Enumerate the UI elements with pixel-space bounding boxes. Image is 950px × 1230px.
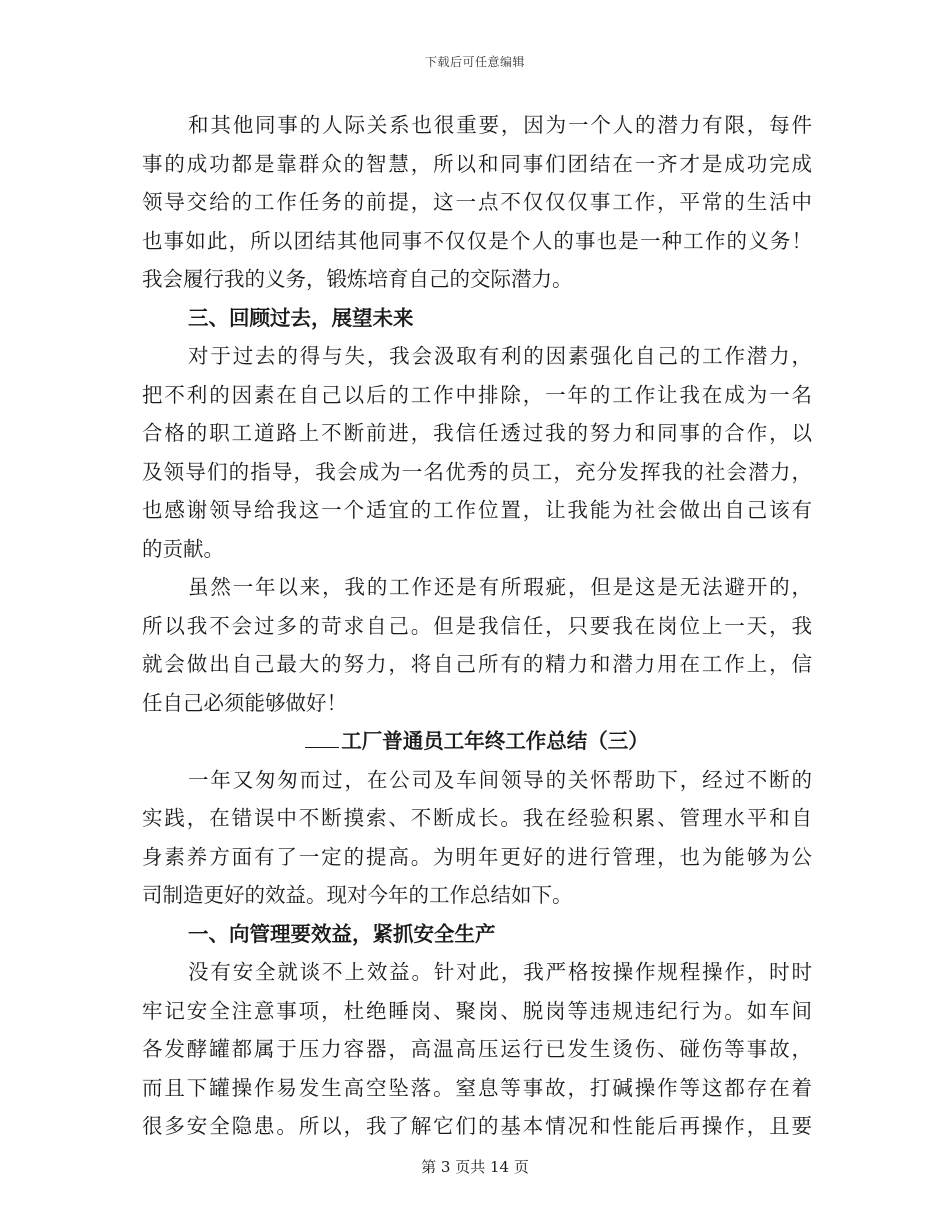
section-heading: 三、回顾过去，展望未来: [188, 305, 414, 330]
paragraph-line: 及领导们的指导，我会成为一名优秀的员工，充分发挥我的社会潜力，: [142, 459, 812, 484]
paragraph-line: 身素养方面有了一定的提高。为明年更好的进行管理，也为能够为公: [142, 844, 812, 869]
page-header: 下载后可任意编辑: [424, 55, 525, 69]
document-title: [142, 722, 812, 761]
paragraph-line: 也感谢领导给我这一个适宜的工作位置，让我能为社会做出自己该有: [142, 498, 812, 522]
paragraph-line: 任自己必须能够做好！: [142, 690, 347, 715]
paragraph-line: 一年又匆匆而过，在公司及车间领导的关怀帮助下，经过不断的: [188, 767, 812, 792]
paragraph-line: 就会做出自己最大的努力，将自己所有的精力和潜力用在工作上，信: [142, 652, 812, 676]
title-text: 工厂普通员工年终工作总结（三）: [341, 729, 649, 753]
paragraph-line: 而且下罐操作易发生高空坠落。窒息等事故，打碱操作等这都存在着: [142, 1075, 812, 1100]
paragraph-line: 事的成功都是靠群众的智慧，所以和同事们团结在一齐才是成功完成: [142, 151, 812, 176]
section-heading: 一、向管理要效益，紧抓安全生产: [188, 921, 496, 946]
paragraph-line: 所以我不会过多的苛求自己。但是我信任，只要我在岗位上一天，我: [142, 613, 812, 638]
title-blank-underline: [305, 723, 339, 748]
paragraph-line: 合格的职工道路上不断前进，我信任透过我的努力和同事的合作，以: [142, 421, 812, 445]
paragraph-line: 牢记安全注意事项，杜绝睡岗、聚岗、脱岗等违规违纪行为。如车间: [142, 998, 812, 1023]
page-footer: 第 3 页共 14 页: [421, 1158, 529, 1176]
paragraph-line: 对于过去的得与失，我会汲取有利的因素强化自己的工作潜力，: [188, 344, 812, 368]
document-body: [142, 106, 812, 1146]
paragraph-line: 和其他同事的人际关系也很重要，因为一个人的潜力有限，每件: [188, 113, 812, 137]
paragraph-line: 很多安全隐患。所以，我了解它们的基本情况和性能后再操作，且要: [142, 1114, 812, 1138]
paragraph-line: 把不利的因素在自己以后的工作中排除，一年的工作让我在成为一名: [142, 382, 812, 407]
paragraph-line: 也事如此，所以团结其他同事不仅仅是个人的事也是一种工作的义务！: [142, 228, 812, 253]
paragraph-line: 领导交给的工作任务的前提，这一点不仅仅仅事工作，平常的生活中: [142, 190, 812, 214]
paragraph-line: 我会履行我的义务，锻炼培育自己的交际潜力。: [142, 267, 573, 291]
paragraph-line: 没有安全就谈不上效益。针对此，我严格按操作规程操作，时时: [188, 960, 812, 984]
paragraph-line: 司制造更好的效益。现对今年的工作总结如下。: [142, 883, 573, 907]
paragraph-line: 虽然一年以来，我的工作还是有所瑕疵，但是这是无法避开的，: [188, 575, 812, 599]
paragraph-line: 各发酵罐都属于压力容器，高温高压运行已发生烫伤、碰伤等事故，: [142, 1037, 812, 1061]
paragraph-line: 的贡献。: [142, 536, 224, 561]
paragraph-line: 实践，在错误中不断摸索、不断成长。我在经验积累、管理水平和自: [142, 806, 812, 830]
